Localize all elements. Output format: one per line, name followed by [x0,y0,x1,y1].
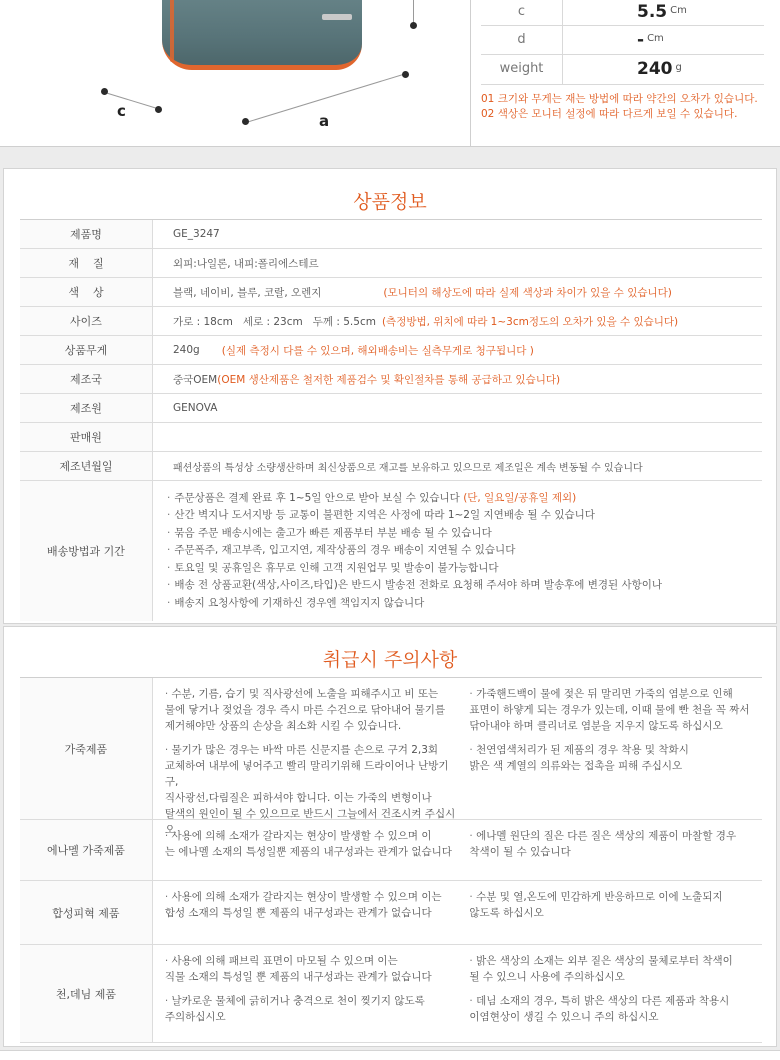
spec-value [563,26,764,54]
info-row [20,307,762,336]
shipping-row [20,481,762,621]
info-value [153,365,762,393]
spec-number: 5.5 [637,2,668,22]
info-label: 제조년월일 [20,452,153,480]
care-row [20,820,762,881]
shipping-item: · 산간 벽지나 도서지방 등 교통이 불편한 지역은 사정에 따라 1~2일 지연배송 될 수 있습니다 [167,507,662,525]
info-value [153,249,762,277]
dimension-letter-c: c [117,102,126,120]
spec-row [481,55,764,85]
spec-label: d [481,26,563,54]
spec-value [563,0,764,25]
spec-row [481,26,764,55]
care-column-right [457,820,762,880]
dimension-dot [155,106,162,113]
care-label: 천,데님 제품 [20,945,153,1042]
info-label: 상품무게 [20,336,153,364]
product-image [0,0,470,147]
shipping-text: 주문상품은 결제 완료 후 1~5일 안으로 받아 보실 수 있습니다 [174,491,460,504]
info-row [20,452,762,481]
measurement-note: 02 색상은 모니터 설정에 따라 다르게 보일 수 있습니다. [481,108,738,120]
info-value [153,336,762,364]
info-label: 판매원 [20,423,153,451]
spec-unit: Cm [670,5,687,16]
measurement-notes [481,92,771,122]
dimension-panel [0,0,780,147]
shipping-item: · 배송 전 상품교환(색상,사이즈,타입)은 반드시 발송전 전화로 요청해 주셔야 하며 발송후에 변경된 사항이나 [167,577,662,595]
shipping-item: · 토요일 및 공휴일은 휴무로 인해 고객 지원업무 및 발송이 불가능합니다 [167,560,662,578]
care-item: · 수분 및 열,온도에 민감하게 반응하므로 이에 노출되지 않도록 하십시오 [469,889,762,921]
info-row [20,336,762,365]
info-value [153,220,762,248]
care-column-left [153,678,458,836]
care-item: · 가죽핸드백이 물에 젖은 뒤 말리면 가죽의 염분으로 인해 표면이 하얗게 되는 경우가 있는데, 이때 물에 빤 천을 꼭 짜서 닦아내야 하며 클리너로 염분을 지우지 않도록 하십시오 [469,686,762,734]
spec-label: c [481,0,563,25]
info-label: 색 상 [20,278,153,306]
spec-row [481,0,764,26]
dimension-dot [410,22,417,29]
care-item: · 사용에 의해 소재가 갈라지는 현상이 발생할 수 있으며 이 는 에나멜 소재의 특성일뿐 제품의 내구성과는 관계가 없습니다 [165,828,458,860]
info-value [153,307,762,335]
info-note: (OEM 생산제품은 철저한 제품검수 및 확인절차를 통해 공급하고 있습니다) [217,373,561,386]
info-text: 중국OEM [173,373,218,386]
care-item: · 수분, 기름, 습기 및 직사광선에 노출을 피해주시고 비 또는 물에 닿거나 젖었을 경우 즉시 마른 수건으로 닦아내어 물기를 제거해야만 상품의 손상을 최소화 시킬 수 있습니다. [165,686,458,734]
shipping-item: · 배송지 요청사항에 기재하신 경우엔 책임지지 않습니다 [167,595,662,613]
shipping-info [153,481,762,621]
care-item: · 에나멜 원단의 질은 다른 질은 색상의 제품이 마찰할 경우 착색이 될 수 있습니다 [469,828,762,860]
care-column-right [457,945,762,1042]
info-row [20,220,762,249]
info-text: 블랙, 네이비, 블루, 코랄, 오렌지 [173,286,322,299]
info-note: (모니터의 해상도에 따라 실제 색상과 차이가 있을 수 있습니다) [383,286,672,299]
dimension-line-c [105,92,160,110]
info-value [153,278,762,306]
info-row [20,423,762,452]
section-title: 상품정보 [353,191,427,213]
care-item: · 밝은 색상의 소재는 외부 짙은 색상의 물체로부터 착색이 될 수 있으니 사용에 주의하십시오 [469,953,762,985]
bag-logo-plate [322,14,352,20]
care-column-right [457,678,762,819]
info-value [153,452,762,480]
info-row [20,249,762,278]
info-text: 240g [173,344,200,356]
spec-number: - [637,30,645,50]
care-item: · 데님 소재의 경우, 특히 밝은 색상의 다른 제품과 착용시 이염현상이 생길 수 있으니 주의 하십시오 [469,993,762,1025]
info-text: 외피:나일론, 내피:폴리에스테르 [173,257,319,270]
shipping-item: · 주문폭주, 재고부족, 입고지연, 제작상품의 경우 배송이 지연될 수 있습니다 [167,542,662,560]
info-row [20,365,762,394]
info-row [20,394,762,423]
dimension-letter-a: a [319,112,330,130]
info-label: 재 질 [20,249,153,277]
care-instructions-panel [3,626,777,1047]
care-column-left [153,881,458,944]
care-item: · 날카로운 물체에 긁히거나 충격으로 천이 찢기지 않도록 주의하십시오 [165,993,458,1025]
spec-label: weight [481,55,563,84]
measurement-note: 01 크기와 무게는 재는 방법에 따라 약간의 오차가 있습니다. [481,93,758,105]
info-text: GE_3247 [173,228,220,240]
info-text: 패션상품의 특성상 소량생산하며 최신상품으로 재고를 보유하고 있으므로 제조일은 계속 변동될 수 있습니다 [173,462,643,474]
care-column-left [153,945,458,1042]
care-item: · 사용에 의해 패브릭 표면이 마모될 수 있으며 이는 직물 소재의 특성일 뿐 제품의 내구성과는 관계가 없습니다 [165,953,458,985]
spec-number: 240 [637,59,673,79]
section-title: 취급시 주의사항 [322,649,458,671]
next-panel-edge [0,1050,780,1060]
info-label: 제품명 [20,220,153,248]
product-info-panel [3,168,777,624]
care-column-left [153,820,458,880]
care-row [20,945,762,1043]
care-column-right [457,881,762,944]
shipping-item: · 묶음 주문 배송시에는 출고가 빠른 제품부터 부분 배송 될 수 있습니다 [167,525,662,543]
dimension-dot [242,118,249,125]
care-row [20,678,762,836]
info-note: (측정방법, 위치에 따라 1~3cm정도의 오차가 있을 수 있습니다) [381,315,679,328]
care-label: 에나멜 가죽제품 [20,820,153,880]
dimension-dot [101,88,108,95]
shipping-label: 배송방법과 기간 [20,481,153,621]
care-item: · 천연염색처리가 된 제품의 경우 착용 및 착화시 밝은 색 계열의 의류와는 접촉을 피해 주십시오 [469,742,762,774]
shipping-note: (단, 일요일/공휴일 제외) [463,491,577,504]
bag-illustration [162,0,362,70]
product-info-table [20,219,762,621]
info-value [153,423,762,451]
spec-value [563,55,764,84]
info-label: 사이즈 [20,307,153,335]
care-table [20,677,762,1043]
care-label: 합성피혁 제품 [20,881,153,944]
info-row [20,278,762,307]
spec-table [481,0,764,85]
info-text: 가로 : 18cm 세로 : 23cm 두께 : 5.5cm [173,315,376,328]
info-label: 제조국 [20,365,153,393]
info-text: GENOVA [173,402,218,414]
shipping-item [167,490,662,508]
care-row [20,881,762,945]
divider [470,0,471,147]
dimension-dot [402,71,409,78]
info-value [153,394,762,422]
care-item: · 물기가 많은 경우는 바싹 마른 신문지를 손으로 구겨 2,3회 교체하여 내부에 넣어주고 빨리 말리기위해 드라이어나 난방기구, 직사광선,다림질은 피하셔야 합니다. 이는 가죽의 변형이나 탈색의 원인이 될 수 있으므로 반드시 그늘에서 건조시켜 주십시오 [165,742,458,838]
info-label: 제조원 [20,394,153,422]
info-note: (실제 측정시 다를 수 있으며, 해외배송비는 실측무게로 청구됩니다 ) [221,344,534,357]
spec-unit: Cm [647,33,664,44]
spec-unit: g [675,62,682,73]
care-item: · 사용에 의해 소재가 갈라지는 현상이 발생할 수 있으며 이는 합성 소재의 특성일 뿐 제품의 내구성과는 관계가 없습니다 [165,889,458,921]
care-label: 가죽제품 [20,678,153,819]
shipping-list [167,484,662,619]
